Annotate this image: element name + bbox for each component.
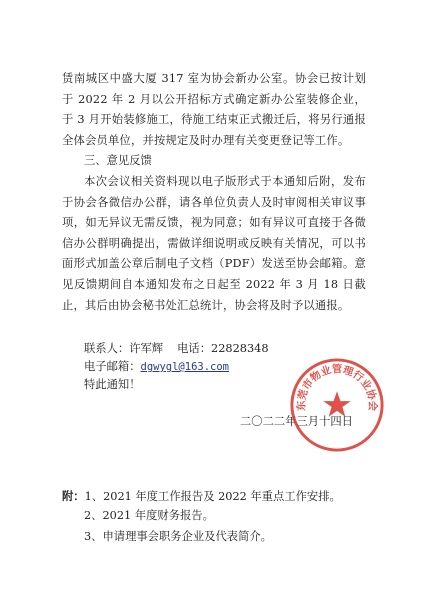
attachment-text-1: 1、2021 年度工作报告及 2022 年重点工作安排。 bbox=[84, 490, 341, 503]
official-seal-stamp bbox=[288, 356, 386, 454]
seal-arc-text: 东莞市物业管理行业协会 bbox=[295, 363, 379, 412]
attachment-item-1 bbox=[62, 486, 341, 507]
section-heading-feedback: 三、意见反馈 bbox=[84, 154, 152, 167]
attachment-item-3: 3、申请理事会职务企业及代表简介。 bbox=[84, 530, 272, 543]
attachments-label: 附： bbox=[62, 489, 85, 503]
contact-name: 许军辉 bbox=[129, 342, 164, 355]
contact-line bbox=[84, 339, 269, 359]
phone-label: 电话： bbox=[177, 342, 212, 355]
seal-star-icon bbox=[323, 391, 350, 416]
contact-label: 联系人： bbox=[84, 342, 130, 355]
paragraph-office-relocation: 赁南城区中盛大厦 317 室为协会新办公室。协会已按计划于 2022 年 2 月以公开招标方式确定新办公室装修企业，于 3 月开始装修施工，待施工结束正式搬迁后，将另行通报全体会员单位，并按规定及时办理有关变更登记等工作。 bbox=[62, 72, 366, 147]
email-label: 电子邮箱： bbox=[84, 360, 141, 373]
paragraph-feedback: 本次会议相关资料现以电子版形式于本通知后附，发布于协会各微信办公群，请各单位负责人及时审阅相关审议事项，如无异议无需反馈，视为同意；如有异议可直接于各微信办公群明确提出，需做详细说明或反映有关情况，可以书面形式加盖公章后制电子文档（PDF）发送至协会邮箱。意见反馈期间自本通知发布之日起至 2022 年 3 月 18 日截止，其后由协会秘书处汇总统计，协会将及时予以通报。 bbox=[62, 175, 366, 312]
email-line bbox=[84, 357, 229, 377]
issue-date: 二〇二二年三月十四日 bbox=[240, 415, 353, 428]
attachment-item-2: 2、2021 年度财务报告。 bbox=[84, 509, 214, 522]
closing-remark: 特此通知！ bbox=[84, 378, 141, 391]
phone-number: 22828348 bbox=[211, 342, 269, 355]
email-link[interactable]: dgwygl@163.com bbox=[140, 361, 230, 373]
